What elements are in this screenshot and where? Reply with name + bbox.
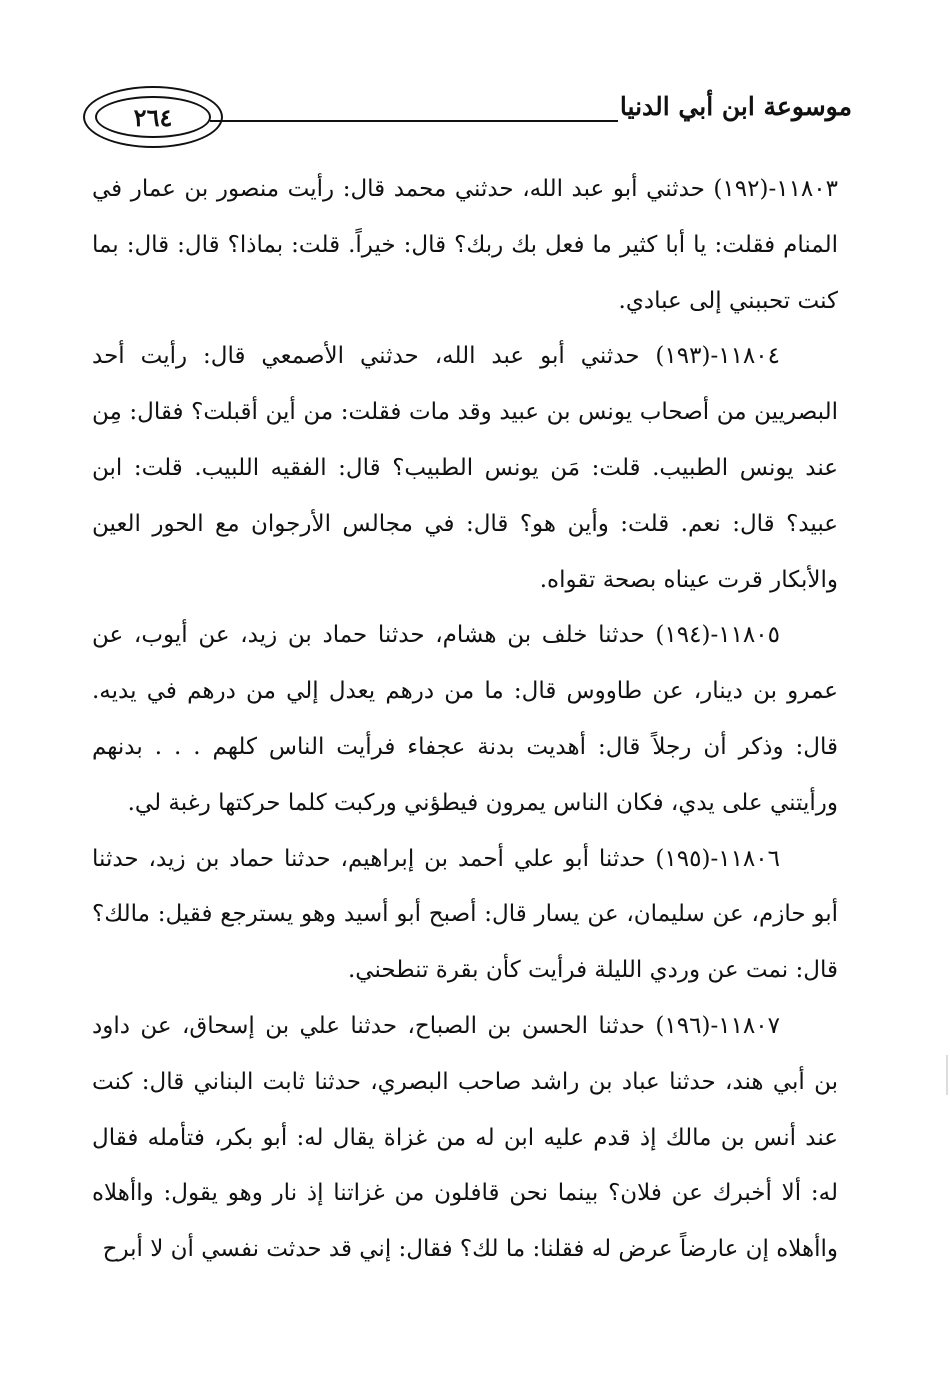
page-number-badge (83, 86, 223, 148)
paragraph-11807: ١١٨٠٧-(١٩٦) حدثنا الحسن بن الصباح، حدثنا علي بن إسحاق، عن داود بن أبي هند، حدثنا عباد بن راشد صاحب البصري، حدثنا ثابت البناني قال: كنت عند أنس بن مالك إذ قدم عليه ابن له من غزاة يقال له: أبو بكر، فتأمله فقال له: ألا أخبرك عن فلان؟ بينما نحن قافلون من غزاتنا إذ نار وهو يقول: واأهلاه واأهلاه إن عارضاً عرض له فقلنا: ما لك؟ فقال: إني قد حدثت نفسي أن لا أبرح (92, 1012, 838, 1263)
page-number-badge-inner (95, 96, 211, 138)
paragraph-11803: ١١٨٠٣-(١٩٢) حدثني أبو عبد الله، حدثني محمد قال: رأيت منصور بن عمار في المنام فقلت: يا أبا كثير ما فعل بك ربك؟ قال: خيراً. قلت: بماذا؟ قال: قال: بما كنت تحببني إلى عبادي. (92, 176, 838, 314)
paragraph-11804: ١١٨٠٤-(١٩٣) حدثني أبو عبد الله، حدثني الأصمعي قال: رأيت أحد البصريين من أصحاب يونس بن عبيد وقد مات فقلت: من أين أقبلت؟ فقال: مِن عند يونس الطبيب. قلت: مَن يونس الطبيب؟ قال: الفقيه اللبيب. قلت: ابن عبيد؟ قال: نعم. قلت: وأين هو؟ قال: في مجالس الأرجوان مع الحور العين والأبكار قرت عيناه بصحة تقواه. (92, 343, 838, 593)
paragraph-11806: ١١٨٠٦-(١٩٥) حدثنا أبو علي أحمد بن إبراهيم، حدثنا حماد بن زيد، حدثنا أبو حازم، عن سليمان، عن يسار قال: أصبح أبو أسيد وهو يسترجع فقيل: مالك؟ قال: نمت عن وردي الليلة فرأيت كأن بقرة تنطحني. (92, 845, 838, 984)
header-rule (210, 120, 618, 122)
scan-edge-mark (946, 1055, 948, 1095)
book-title: موسوعة ابن أبي الدنيا (619, 92, 852, 121)
paragraph-11805: ١١٨٠٥-(١٩٤) حدثنا خلف بن هشام، حدثنا حماد بن زيد، عن أيوب، عن عمرو بن دينار، عن طاووس قال: ما من درهم يعدل إلي من درهم في يديه. قال: وذكر أن رجلاً قال: أهديت بدنة عجفاء فرأيت الناس كلهم . . . بدنهم ورأيتني على يدي، فكان الناس يمرون فيطؤني وركبت كلما حركتها رغبة لي. (92, 622, 838, 816)
page-number: ٢٦٤ (133, 102, 173, 132)
page-header (80, 82, 856, 156)
page-body (92, 162, 838, 1278)
